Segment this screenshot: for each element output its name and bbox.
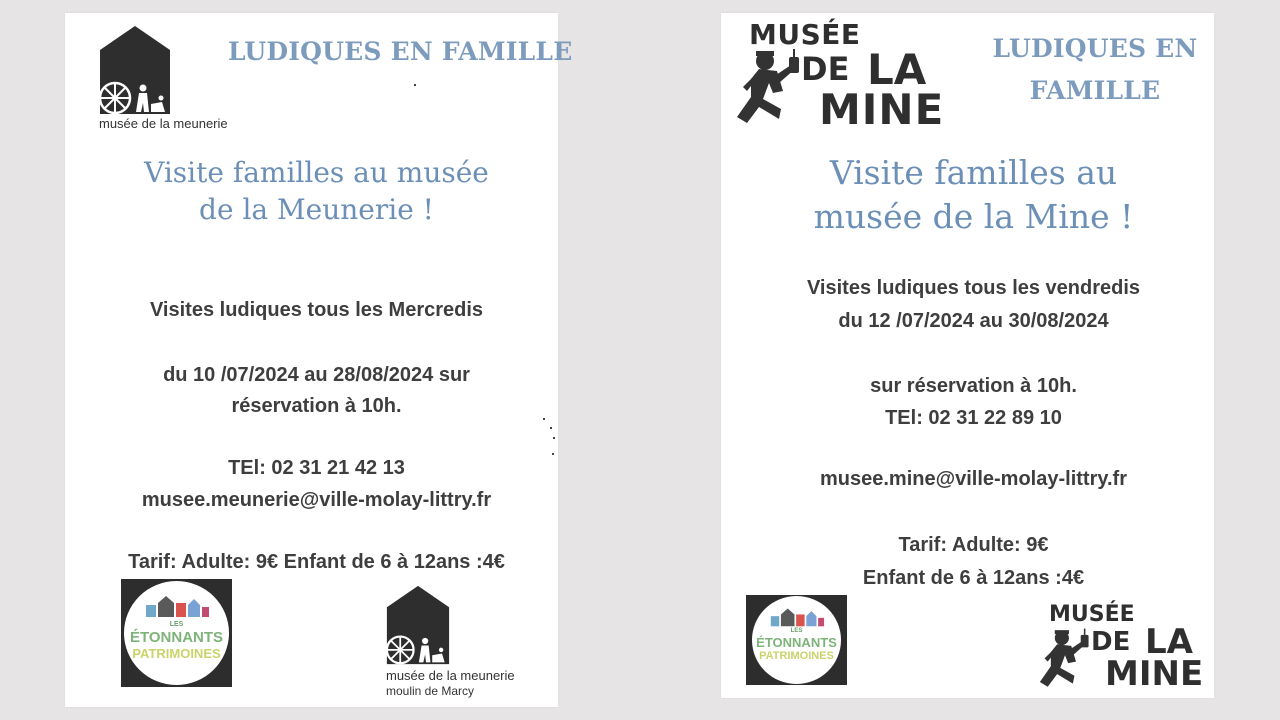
visite-title-line1: Visite familles au (829, 153, 1118, 192)
footer-la-word: LA (1145, 622, 1193, 662)
footer-de-word: DE (1091, 627, 1131, 657)
visite-title (65, 154, 568, 228)
phone-line: TEl: 02 31 22 89 10 (885, 407, 1062, 429)
poster-musee-mine (721, 13, 1214, 698)
houses-icon (768, 606, 826, 628)
footer-musee-word: MUSÉE (1049, 602, 1135, 627)
badge-les: LES (169, 621, 184, 628)
visits-line: Visites ludiques tous les Mercredis (149, 299, 484, 321)
dates-line: du 12 /07/2024 au 30/08/2024 (838, 310, 1109, 332)
tarif-line: Tarif: Adulte: 9€ Enfant de 6 à 12ans :4€ (128, 551, 505, 573)
visite-title (721, 151, 1226, 239)
mill-house-logo-icon (99, 26, 171, 114)
miner-running-icon (729, 47, 809, 131)
logo-musee-word: MUSÉE (749, 18, 861, 51)
logo-de-word: DE (801, 50, 850, 88)
header-line1: LUDIQUES EN (992, 34, 1198, 63)
header-ludiques: LUDIQUES EN FAMILLE (228, 37, 573, 66)
poster-musee-meunerie (65, 13, 573, 707)
visite-title-line2: de la Meunerie ! (199, 193, 434, 227)
etonnants-patrimoines-badge (746, 595, 847, 685)
footer-logo-label2: moulin de Marcy (386, 684, 475, 698)
miner-running-icon (1033, 627, 1097, 693)
reservation-line: sur réservation à 10h. (870, 375, 1077, 397)
badge-etonnants: ÉTONNANTS (756, 635, 837, 650)
dates-line: du 10 /07/2024 au 28/08/2024 sur (163, 364, 470, 386)
footer-mine-word: MINE (1105, 654, 1204, 694)
tarif-line2: Enfant de 6 à 12ans :4€ (862, 567, 1085, 589)
tarif-line1: Tarif: Adulte: 9€ (898, 534, 1049, 556)
musee-mine-logo (729, 18, 945, 134)
visite-title-line1: Visite familles au musée (144, 156, 489, 189)
footer-musee-mine-logo (1033, 603, 1205, 693)
badge-patrimoines: PATRIMOINES (759, 650, 834, 662)
houses-icon (144, 593, 210, 619)
visits-line: Visites ludiques tous les vendredis (806, 277, 1141, 299)
badge-les: LES (790, 628, 803, 634)
logo-mine-word: MINE (819, 85, 945, 134)
etonnants-patrimoines-badge (121, 579, 232, 687)
mill-house-logo-icon (386, 585, 450, 665)
email-line: musee.meunerie@ville-molay-littry.fr (141, 489, 492, 511)
footer-logo-label1: musée de la meunerie (386, 668, 515, 683)
header-ludiques (983, 28, 1207, 112)
meunerie-logo (99, 26, 171, 126)
email-line: musee.mine@ville-molay-littry.fr (819, 468, 1127, 490)
meunerie-logo-label: musée de la meunerie (99, 116, 228, 131)
logo-la-word: LA (867, 45, 927, 94)
phone-line: TEl: 02 31 21 42 13 (228, 457, 405, 479)
header-line2: FAMILLE (1029, 76, 1161, 105)
badge-patrimoines: PATRIMOINES (132, 646, 221, 661)
visite-title-line2: musée de la Mine ! (813, 196, 1134, 236)
badge-etonnants: ÉTONNANTS (129, 629, 224, 646)
reservation-line: réservation à 10h. (231, 395, 402, 417)
footer-meunerie-logo (386, 585, 450, 665)
